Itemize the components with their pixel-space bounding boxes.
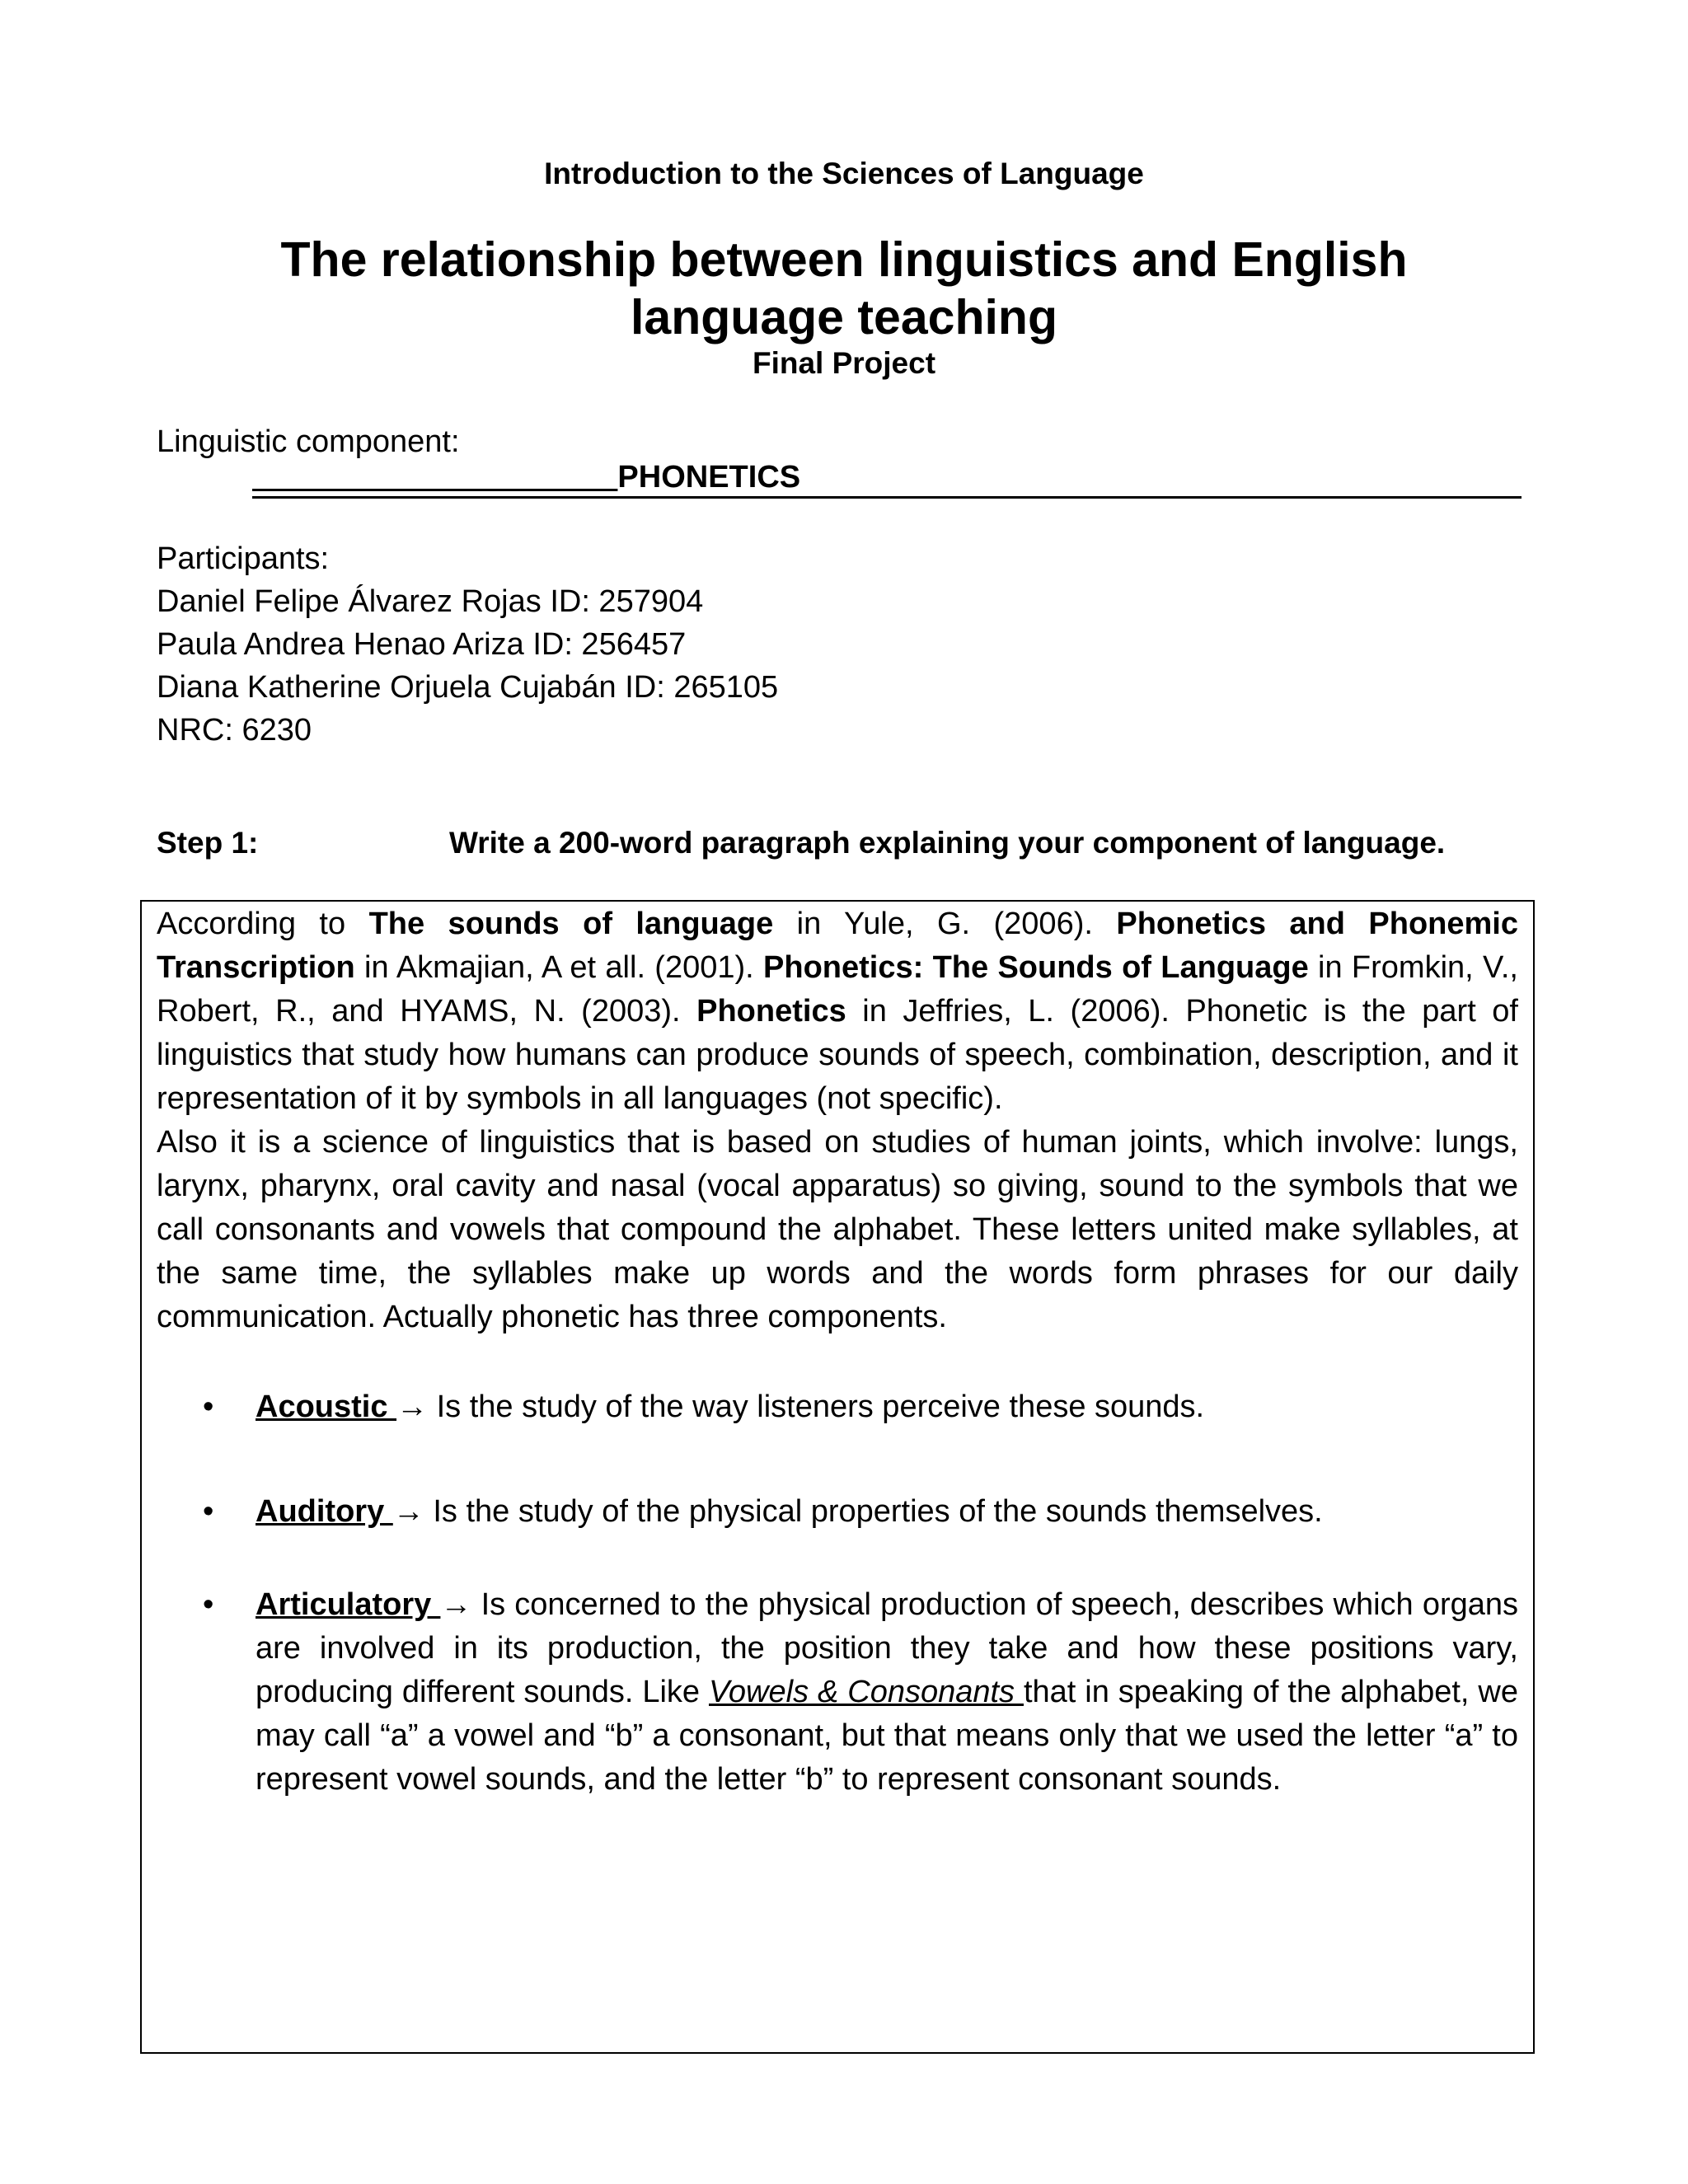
paragraph-references (157, 902, 1518, 1121)
paragraph-definition: Also it is a science of linguistics that is based on studies of human joints, which involve: lungs, larynx, pharynx, oral cavity and nasal (vocal apparatus) so giving, sound to the symbols that we call consonants and vowels that compound the alphabet. These letters united make syllables, at the same time, the syllables make up words and the words form phrases for our daily communication. Actually phonetic has three components. (157, 1125, 1518, 1334)
term-description: Is the study of the physical properties of the sounds themselves. (433, 1494, 1323, 1529)
bullet-icon: • (203, 1494, 214, 1529)
arrow-icon: → (440, 1587, 481, 1622)
reference-title: Phonetics: The Sounds of Language (763, 950, 1309, 985)
list-item-auditory (157, 1490, 1518, 1534)
term-description: Is concerned to the physical production of speech, describes which organs are involved in its production, the position they take and how these positions vary, producing different sounds. Like (256, 1587, 1519, 1709)
document-title (0, 231, 1688, 346)
term-acoustic: Acoustic (256, 1390, 397, 1424)
reference-title: The sounds of language (368, 907, 774, 941)
emphasis-vowels-consonants: Vowels & Consonants (708, 1675, 1024, 1709)
arrow-icon: → (396, 1390, 437, 1424)
text-segment: in Akmajian, A et all. (2001). (354, 950, 764, 985)
course-name: Introduction to the Sciences of Language (544, 157, 1144, 190)
list-item-articulatory (157, 1583, 1518, 1802)
bullet-icon: • (203, 1587, 214, 1622)
participant-2: Paula Andrea Henao Ariza ID: 256457 (157, 627, 687, 662)
term-auditory: Auditory (256, 1494, 393, 1529)
component-name: PHONETICS (617, 460, 801, 494)
step-label: Step 1: (157, 826, 259, 860)
title-line-1: The relationship between linguistics and English (280, 232, 1408, 287)
bullet-icon: • (203, 1390, 214, 1424)
components-list (157, 1385, 1518, 1802)
list-item-acoustic (157, 1385, 1518, 1429)
document-subtitle: Final Project (752, 346, 936, 380)
component-underline-left (252, 460, 617, 494)
participants-label: Participants: (157, 541, 330, 576)
text-segment: According to (157, 907, 369, 941)
text-segment: in Fromkin, V., Robert, R., and HYAMS, N. (2003). (157, 950, 1518, 1029)
term-articulatory: Articulatory (256, 1587, 441, 1622)
component-underline (252, 496, 1522, 499)
answer-content (157, 902, 1518, 1802)
participant-3: Diana Katherine Orjuela Cujabán ID: 265105 (157, 670, 779, 705)
component-value (252, 460, 800, 495)
term-description-cont: that in speaking of the alphabet, we may call “a” a vowel and “b” a consonant, but that means only that we used the letter “a” to represent vowel sounds, and the letter “b” to represent consonant sounds. (256, 1675, 1518, 1797)
step-instruction: Write a 200-word paragraph explaining your component of language. (449, 826, 1446, 860)
reference-title: Phonetics and Phonemic Transcription (157, 907, 1518, 985)
component-label: Linguistic component: (157, 424, 460, 459)
participants-block (157, 537, 778, 752)
participant-1: Daniel Felipe Álvarez Rojas ID: 257904 (157, 584, 704, 619)
title-line-2: language teaching (631, 290, 1057, 344)
text-segment: in Yule, G. (2006). (773, 907, 1117, 941)
arrow-icon: → (392, 1494, 434, 1529)
step-heading (157, 826, 1531, 860)
nrc-code: NRC: 6230 (157, 713, 312, 748)
text-segment: in Jeffries, L. (2006). Phonetic is the part of linguistics that study how humans can produce sounds of speech, combination, description, and it representation of it by symbols in all languages (not specific). (157, 994, 1518, 1116)
reference-title: Phonetics (696, 994, 846, 1029)
term-description: Is the study of the way listeners perceive these sounds. (436, 1390, 1205, 1424)
